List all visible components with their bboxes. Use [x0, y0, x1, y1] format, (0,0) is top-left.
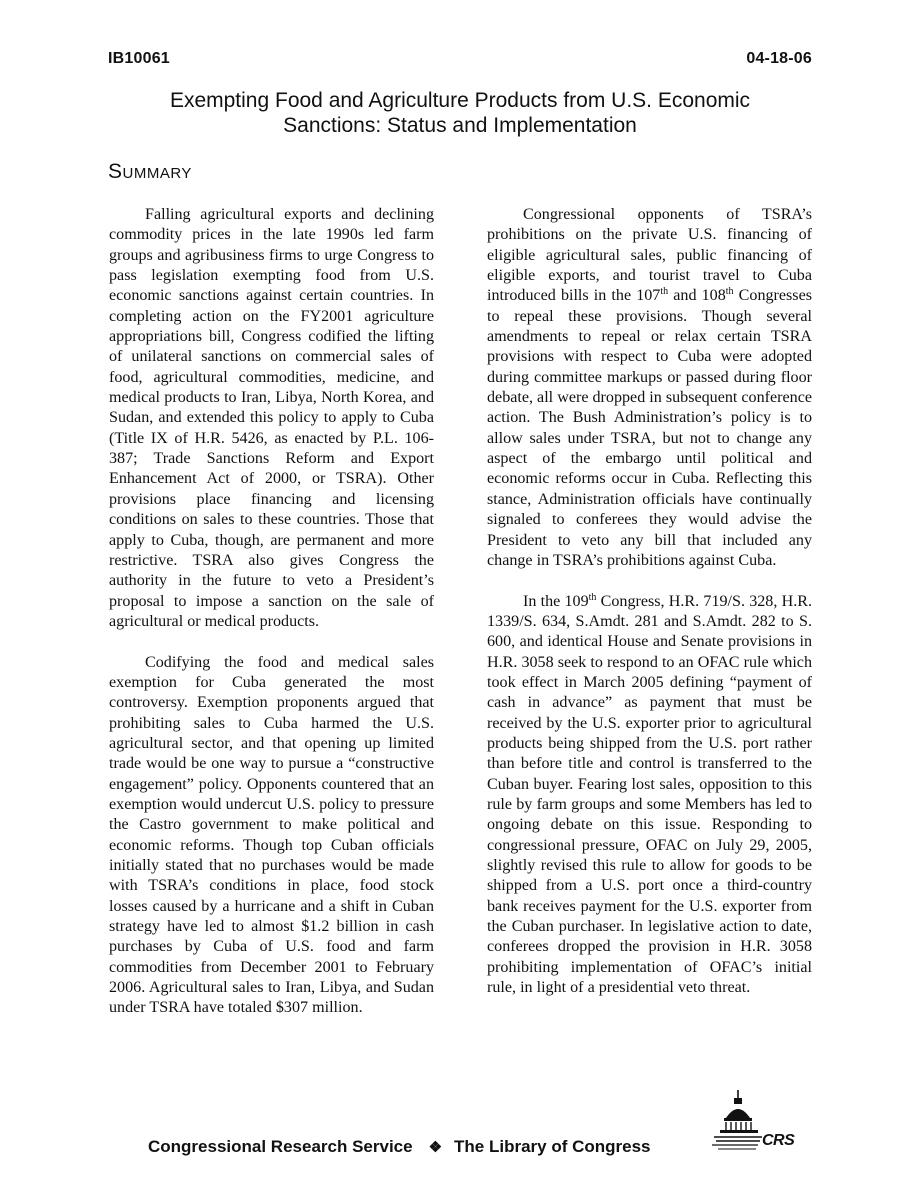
footer [148, 1137, 651, 1157]
title-line-2: Sanctions: Status and Implementation [283, 114, 637, 137]
footer-separator-icon: ❖ [428, 1139, 443, 1156]
document-id: IB10061 [108, 50, 170, 67]
summary-column-left [109, 205, 434, 1039]
superscript: th [588, 591, 597, 603]
summary-paragraph: In the 109th Congress, H.R. 719/S. 328, H.R. 1339/S. 634, S.Amdt. 281 and S.Amdt. 282 to S. 600, and identical House and Senate provisions in H.R. 3058 seek to respond to an OFAC rule which took effect in March 2005 defining “payment of cash in advance” as payment that must be received by the U.S. exporter prior to agricultural products being shipped from the U.S. port rather than before title and control is transferred to the Cuban buyer. Fearing lost sales, opposition to this rule by farm groups and some Members has led to ongoing debate on this issue. Responding to congressional pressure, OFAC on July 29, 2005, slightly revised this rule to allow for goods to be shipped from a U.S. port once a third-country bank receives payment for the U.S. exporter from the Cuban purchaser. In legislative action to date, conferees dropped the provision in H.R. 3058 prohibiting implementation of OFAC’s initial rule, in light of a presidential veto threat. [487, 591, 812, 997]
footer-crs-name: Congressional Research Service [148, 1137, 413, 1156]
summary-paragraph: Congressional opponents of TSRA’s prohibitions on the private U.S. financing of eligible agricultural sales, public financing of eligible exports, and tourist travel to Cuba introduced bills in the 107th and 108th Congresses to repeal these provisions. Though several amendments to repeal or relax certain TSRA provisions with respect to Cuba were adopted during committee markups or passed during floor debate, all were dropped in subsequent conference action. The Bush Administration’s policy is to allow sales under TSRA, but not to change any aspect of the embargo until political and economic reforms occur in Cuba. Reflecting this stance, Administration officials have continually signaled to conferees they would advise the President to veto any bill that included any change in TSRA’s prohibitions against Cuba. [487, 206, 812, 569]
document-title [108, 88, 812, 138]
superscript: th [660, 286, 669, 298]
footer-library-name: The Library of Congress [454, 1137, 651, 1156]
summary-paragraph: Codifying the food and medical sales exemption for Cuba generated the most controversy. Exemption proponents argued that prohibiting sales to Cuba harmed the U.S. agricultural sector, and that opening up limited trade would be one way to pursue a “constructive engagement” policy. Opponents countered that an exemption would undercut U.S. policy to pressure the Castro government to make political and economic reforms. Though top Cuban officials initially stated that no purchases would be made with TSRA’s conditions in place, food stock losses caused by a hurricane and a shift in Cuban strategy have led to almost $1.2 billion in cash purchases by Cuba of U.S. food and farm commodities from December 2001 to February 2006. Agricultural sales to Iran, Libya, and Sudan under TSRA have totaled $307 million. [109, 653, 434, 1017]
summary-column-right [487, 205, 812, 1019]
summary-paragraph: Falling agricultural exports and declining commodity prices in the late 1990s led farm groups and agribusiness firms to urge Congress to pass legislation exempting food from U.S. economic sanctions against certain countries. In completing action on the FY2001 agriculture appropriations bill, Congress codified the lifting of unilateral sanctions on commercial sales of food, agricultural commodities, medicine, and medical products to Iran, Libya, North Korea, and Sudan, and extended this policy to apply to Cuba (Title IX of H.R. 5426, as enacted by P.L. 106-387; Trade Sanctions Reform and Export Enhancement Act of 2000, or TSRA). Other provisions place financing and licensing conditions on sales to these countries. Those that apply to Cuba, though, are permanent and more restrictive. TSRA also gives Congress the authority in the future to veto a President’s proposal to impose a sanction on the sale of agricultural or medical products. [109, 206, 434, 630]
crs-logo-text: CRS [762, 1132, 795, 1149]
document-date: 04-18-06 [746, 50, 812, 67]
title-line-1: Exempting Food and Agriculture Products from U.S. Economic [169, 89, 751, 112]
section-heading: Summary [108, 160, 192, 183]
superscript: th [725, 286, 734, 298]
